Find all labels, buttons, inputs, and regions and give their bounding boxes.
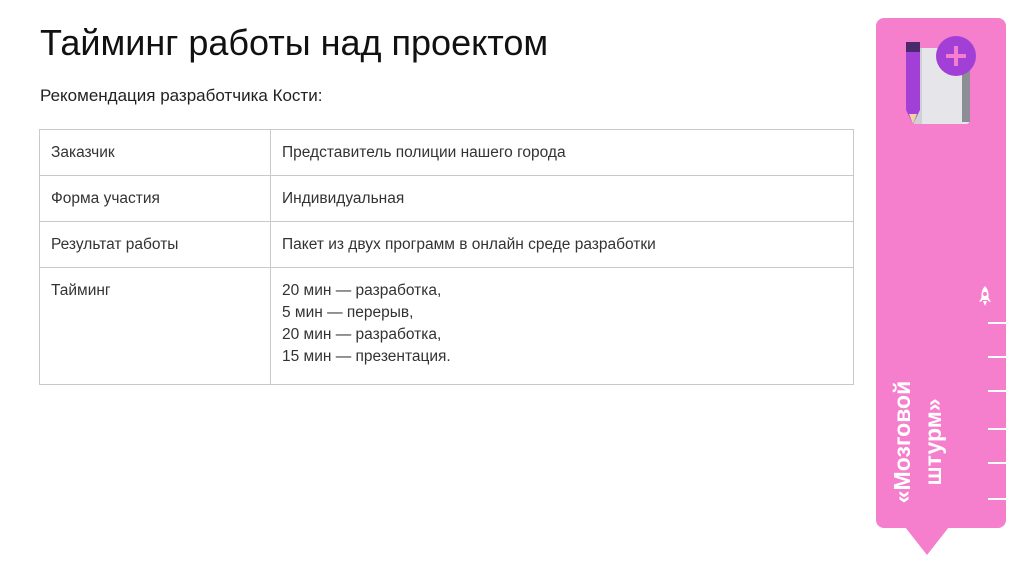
ribbon-label-line1: «Мозговой [889,380,915,504]
timing-line: 20 мин — разработка, [282,282,442,299]
row-key-participation: Форма участия [40,176,271,222]
row-value-timing [271,268,854,385]
slide-title: Тайминг работы над проектом [40,22,549,63]
ribbon-label-line2: штурм» [920,398,946,486]
ruler-tick [988,462,1006,464]
ruler-tick [988,322,1006,324]
timing-line: 5 мин — перерыв, [282,304,414,321]
ribbon-label [887,322,949,562]
ruler-tick [988,498,1006,500]
row-value-result: Пакет из двух программ в онлайн среде разработки [271,222,854,268]
ruler-tick [988,390,1006,392]
notebook-pencil-plus-icon [900,28,980,128]
timing-line: 15 мин — презентация. [282,348,451,365]
ruler-tick [988,428,1006,430]
row-key-result: Результат работы [40,222,271,268]
info-table [39,129,854,385]
row-value-participation: Индивидуальная [271,176,854,222]
table-row [40,268,854,385]
table-row [40,130,854,176]
rocket-icon [976,285,994,307]
ruler-tick [988,356,1006,358]
row-value-customer: Представитель полиции нашего города [271,130,854,176]
timing-line: 20 мин — разработка, [282,326,442,343]
table-row [40,176,854,222]
slide-subtitle: Рекомендация разработчика Кости: [40,86,323,105]
table-row [40,222,854,268]
row-key-timing: Тайминг [40,268,271,385]
row-key-customer: Заказчик [40,130,271,176]
